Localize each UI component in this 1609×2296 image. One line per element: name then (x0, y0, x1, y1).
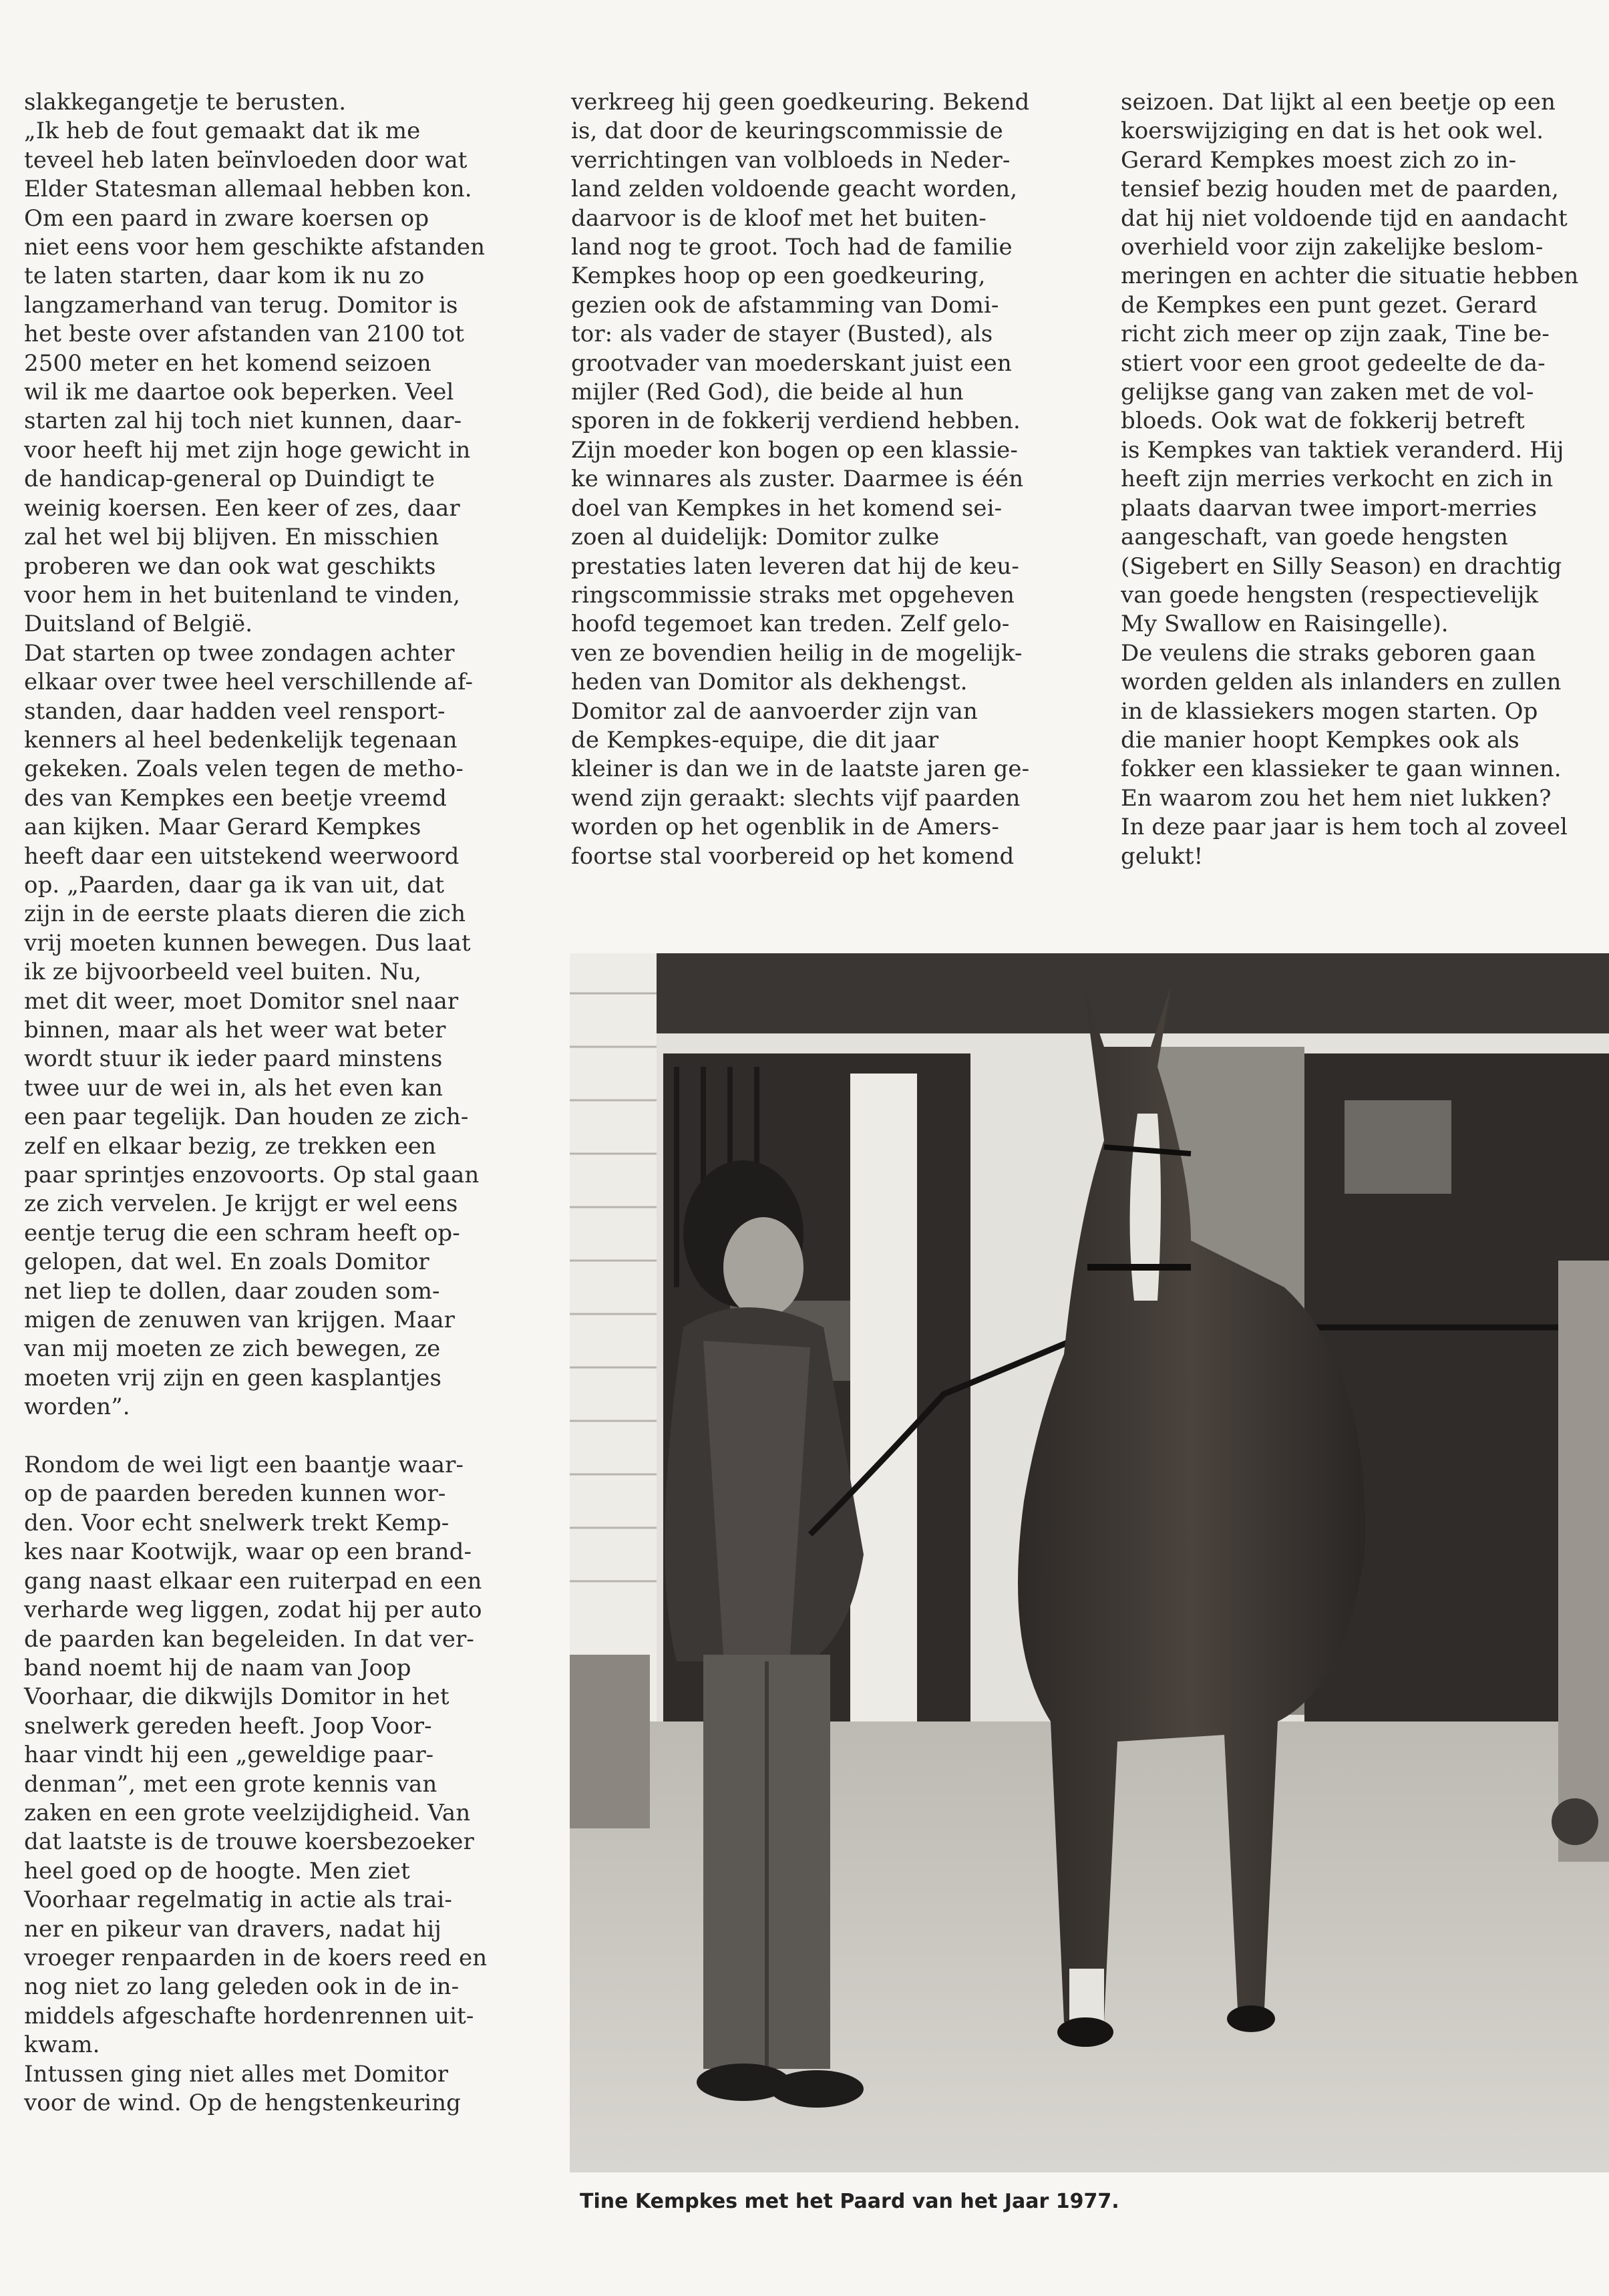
text-line: tor: als vader de stayer (Busted), als (571, 321, 993, 348)
text-line: heden van Domitor als dekhengst. (571, 669, 968, 696)
text-line: hoofd tegemoet kan treden. Zelf gelo- (571, 611, 1010, 638)
text-line: worden gelden als inlanders en zullen (1121, 669, 1562, 696)
text-line: langzamerhand van terug. Domitor is (24, 291, 458, 319)
text-line: band noemt hij de naam van Joop (24, 1654, 411, 1681)
text-line: wil ik me daartoe ook beperken. Veel (24, 379, 454, 406)
text-line: mijler (Red God), die beide al hun (571, 379, 964, 406)
text-line: My Swallow en Raisingelle). (1121, 611, 1449, 638)
text-line: des van Kempkes een beetje vreemd (24, 784, 448, 812)
text-line: niet eens voor hem geschikte afstanden (24, 234, 486, 261)
text-line: verrichtingen van volbloeds in Neder- (571, 146, 1011, 174)
text-line: starten zal hij toch niet kunnen, daar- (24, 407, 462, 435)
text-line: Kempkes hoop op een goedkeuring, (571, 263, 986, 290)
text-line: Zijn moeder kon bogen op een klassie- (571, 436, 1018, 464)
photo-horse-and-woman (570, 953, 1609, 2172)
text-line: En waarom zou het hem niet lukken? (1121, 784, 1552, 812)
text-line: van goede hengsten (respectievelijk (1121, 581, 1539, 609)
text-column-2 (571, 88, 1085, 871)
text-line: Dat starten op twee zondagen achter (24, 639, 455, 667)
text-line: Intussen ging niet alles met Domitor (24, 2060, 449, 2088)
text-line: Rondom de wei ligt een baantje waar- (24, 1452, 464, 1479)
text-line: zijn in de eerste plaats dieren die zich (24, 900, 466, 928)
text-line: zoen al duidelijk: Domitor zulke (571, 524, 940, 551)
text-line: „Ik heb de fout gemaakt dat ik me (24, 118, 421, 145)
text-line: middels afgeschafte hordenrennen uit- (24, 2002, 474, 2029)
text-line: kwam. (24, 2031, 100, 2059)
text-line: gelopen, dat wel. En zoals Domitor (24, 1249, 429, 1276)
text-line: vrij moeten kunnen bewegen. Dus laat (24, 929, 471, 957)
text-line: moeten vrij zijn en geen kasplantjes (24, 1364, 442, 1391)
text-line: verharde weg liggen, zodat hij per auto (24, 1597, 482, 1624)
text-line: Duitsland of België. (24, 611, 253, 638)
text-line: voor de wind. Op de hengstenkeuring (24, 2090, 462, 2117)
text-line: zelf en elkaar bezig, ze trekken een (24, 1132, 437, 1160)
text-line: koerswijziging en dat is het ook wel. (1121, 118, 1544, 145)
text-line: eentje terug die een schram heeft op- (24, 1219, 460, 1247)
text-line: Voorhaar regelmatig in actie als trai- (24, 1887, 452, 1914)
text-line: wend zijn geraakt: slechts vijf paarden (571, 784, 1021, 812)
text-line: heeft daar een uitstekend weerwoord (24, 842, 460, 870)
text-line: gekeken. Zoals velen tegen de metho- (24, 756, 464, 783)
paragraph-gap (24, 1422, 532, 1451)
text-line: elkaar over twee heel verschillende af- (24, 669, 474, 696)
text-line: aangeschaft, van goede hengsten (1121, 524, 1508, 551)
text-column-3 (1121, 88, 1609, 871)
text-line: voor hem in het buitenland te vinden, (24, 581, 461, 609)
text-line: denman”, met een grote kennis van (24, 1770, 437, 1798)
text-line: sporen in de fokkerij verdiend hebben. (571, 407, 1021, 435)
text-line: teveel heb laten beïnvloeden door wat (24, 146, 468, 174)
text-line: ner en pikeur van dravers, nadat hij (24, 1915, 441, 1943)
text-line: land zelden voldoende geacht worden, (571, 176, 1018, 203)
text-line: snelwerk gereden heeft. Joop Voor- (24, 1712, 432, 1740)
text-line: de Kempkes-equipe, die dit jaar (571, 726, 939, 754)
text-line: zaken en een grote veelzijdigheid. Van (24, 1799, 471, 1826)
text-line: ringscommissie straks met opgeheven (571, 581, 1015, 609)
text-line: paar sprintjes enzovoorts. Op stal gaan (24, 1162, 480, 1189)
text-line: bloeds. Ook wat de fokkerij betreft (1121, 407, 1525, 435)
text-line: met dit weer, moet Domitor snel naar (24, 987, 459, 1015)
text-line: proberen we dan ook wat geschikts (24, 552, 436, 580)
text-line: een paar tegelijk. Dan houden ze zich- (24, 1104, 469, 1131)
text-line: net liep te dollen, daar zouden som- (24, 1277, 440, 1305)
text-line: twee uur de wei in, als het even kan (24, 1074, 443, 1102)
text-line: standen, daar hadden veel rensport- (24, 697, 445, 725)
text-line: op. „Paarden, daar ga ik van uit, dat (24, 871, 445, 898)
text-line: de Kempkes een punt gezet. Gerard (1121, 291, 1538, 319)
text-line: In deze paar jaar is hem toch al zoveel (1121, 814, 1568, 841)
text-line: (Sigebert en Silly Season) en drachtig (1121, 552, 1562, 580)
text-line: ik ze bijvoorbeeld veel buiten. Nu, (24, 959, 422, 986)
text-line: is Kempkes van taktiek veranderd. Hij (1121, 436, 1564, 464)
text-line: dat hij niet voldoende tijd en aandacht (1121, 204, 1568, 232)
text-line: overhield voor zijn zakelijke beslom- (1121, 234, 1544, 261)
text-line: fokker een klassieker te gaan winnen. (1121, 756, 1562, 783)
text-line: te laten starten, daar kom ik nu zo (24, 263, 425, 290)
photo-caption: Tine Kempkes met het Paard van het Jaar 1977. (580, 2190, 1119, 2213)
text-line: zal het wel bij blijven. En misschien (24, 524, 439, 551)
text-line: prestaties laten leveren dat hij de keu- (571, 552, 1019, 580)
text-line: land nog te groot. Toch had de familie (571, 234, 1013, 261)
text-line: gelijkse gang van zaken met de vol- (1121, 379, 1534, 406)
text-line: vroeger renpaarden in de koers reed en (24, 1944, 488, 1971)
text-line: meringen en achter die situatie hebben (1121, 263, 1579, 290)
text-line: ke winnares als zuster. Daarmee is één (571, 466, 1024, 493)
text-line: is, dat door de keuringscommissie de (571, 118, 1003, 145)
text-line: Gerard Kempkes moest zich zo in- (1121, 146, 1517, 174)
text-line: plaats daarvan twee import-merries (1121, 494, 1538, 522)
text-line: seizoen. Dat lijkt al een beetje op een (1121, 89, 1556, 116)
text-line: daarvoor is de kloof met het buiten- (571, 204, 987, 232)
text-line: binnen, maar als het weer wat beter (24, 1017, 446, 1043)
text-line: in de klassiekers mogen starten. Op (1121, 697, 1538, 725)
text-line: Voorhaar, die dikwijls Domitor in het (24, 1683, 450, 1711)
text-line: slakkegangetje te berusten. (24, 89, 347, 116)
text-line: voor heeft hij met zijn hoge gewicht in (24, 436, 471, 464)
text-line: worden”. (24, 1393, 130, 1421)
text-line: gezien ook de afstamming van Domi- (571, 291, 999, 319)
text-line: haar vindt hij een „geweldige paar- (24, 1742, 434, 1769)
text-line: heeft zijn merries verkocht en zich in (1121, 466, 1554, 493)
text-line: ze zich vervelen. Je krijgt er wel eens (24, 1190, 458, 1218)
text-line: van mij moeten ze zich bewegen, ze (24, 1335, 441, 1363)
text-line: doel van Kempkes in het komend sei- (571, 494, 1003, 522)
text-line: worden op het ogenblik in de Amers- (571, 814, 999, 841)
text-line: Om een paard in zware koersen op (24, 204, 429, 232)
text-line: grootvader van moederskant juist een (571, 349, 1012, 377)
text-line: gelukt! (1121, 842, 1204, 870)
text-line: Elder Statesman allemaal hebben kon. (24, 176, 472, 203)
text-line: ven ze bovendien heilig in de mogelijk- (571, 639, 1023, 667)
text-line: den. Voor echt snelwerk trekt Kemp- (24, 1509, 450, 1536)
text-line: tensief bezig houden met de paarden, (1121, 176, 1559, 203)
text-line: de handicap-general op Duindigt te (24, 466, 435, 493)
text-line: kenners al heel bedenkelijk tegenaan (24, 726, 458, 754)
text-line: migen de zenuwen van krijgen. Maar (24, 1307, 456, 1334)
text-line: wordt stuur ik ieder paard minstens (24, 1045, 443, 1073)
text-line: weinig koersen. Een keer of zes, daar (24, 494, 460, 522)
text-line: het beste over afstanden van 2100 tot (24, 321, 465, 348)
text-line: stiert voor een groot gedeelte de da- (1121, 349, 1546, 377)
text-line: verkreeg hij geen goedkeuring. Bekend (571, 89, 1030, 116)
text-line: Domitor zal de aanvoerder zijn van (571, 697, 978, 725)
text-line: nog niet zo lang geleden ook in de in- (24, 1973, 460, 2001)
text-line: op de paarden bereden kunnen wor- (24, 1480, 446, 1508)
text-line: de paarden kan begeleiden. In dat ver- (24, 1625, 474, 1653)
text-line: foortse stal voorbereid op het komend (571, 842, 1015, 870)
text-line: De veulens die straks geboren gaan (1121, 639, 1536, 667)
text-line: 2500 meter en het komend seizoen (24, 349, 431, 377)
text-column-1 (24, 88, 532, 2118)
text-line: dat laatste is de trouwe koersbezoeker (24, 1828, 474, 1856)
text-line: die manier hoopt Kempkes ook als (1121, 726, 1519, 754)
text-line: gang naast elkaar een ruiterpad en een (24, 1567, 482, 1595)
text-line: aan kijken. Maar Gerard Kempkes (24, 814, 421, 841)
text-line: kes naar Kootwijk, waar op een brand- (24, 1538, 472, 1566)
text-line: richt zich meer op zijn zaak, Tine be- (1121, 321, 1550, 348)
text-line: heel goed op de hoogte. Men ziet (24, 1857, 410, 1884)
text-line: kleiner is dan we in de laatste jaren ge- (571, 756, 1030, 783)
